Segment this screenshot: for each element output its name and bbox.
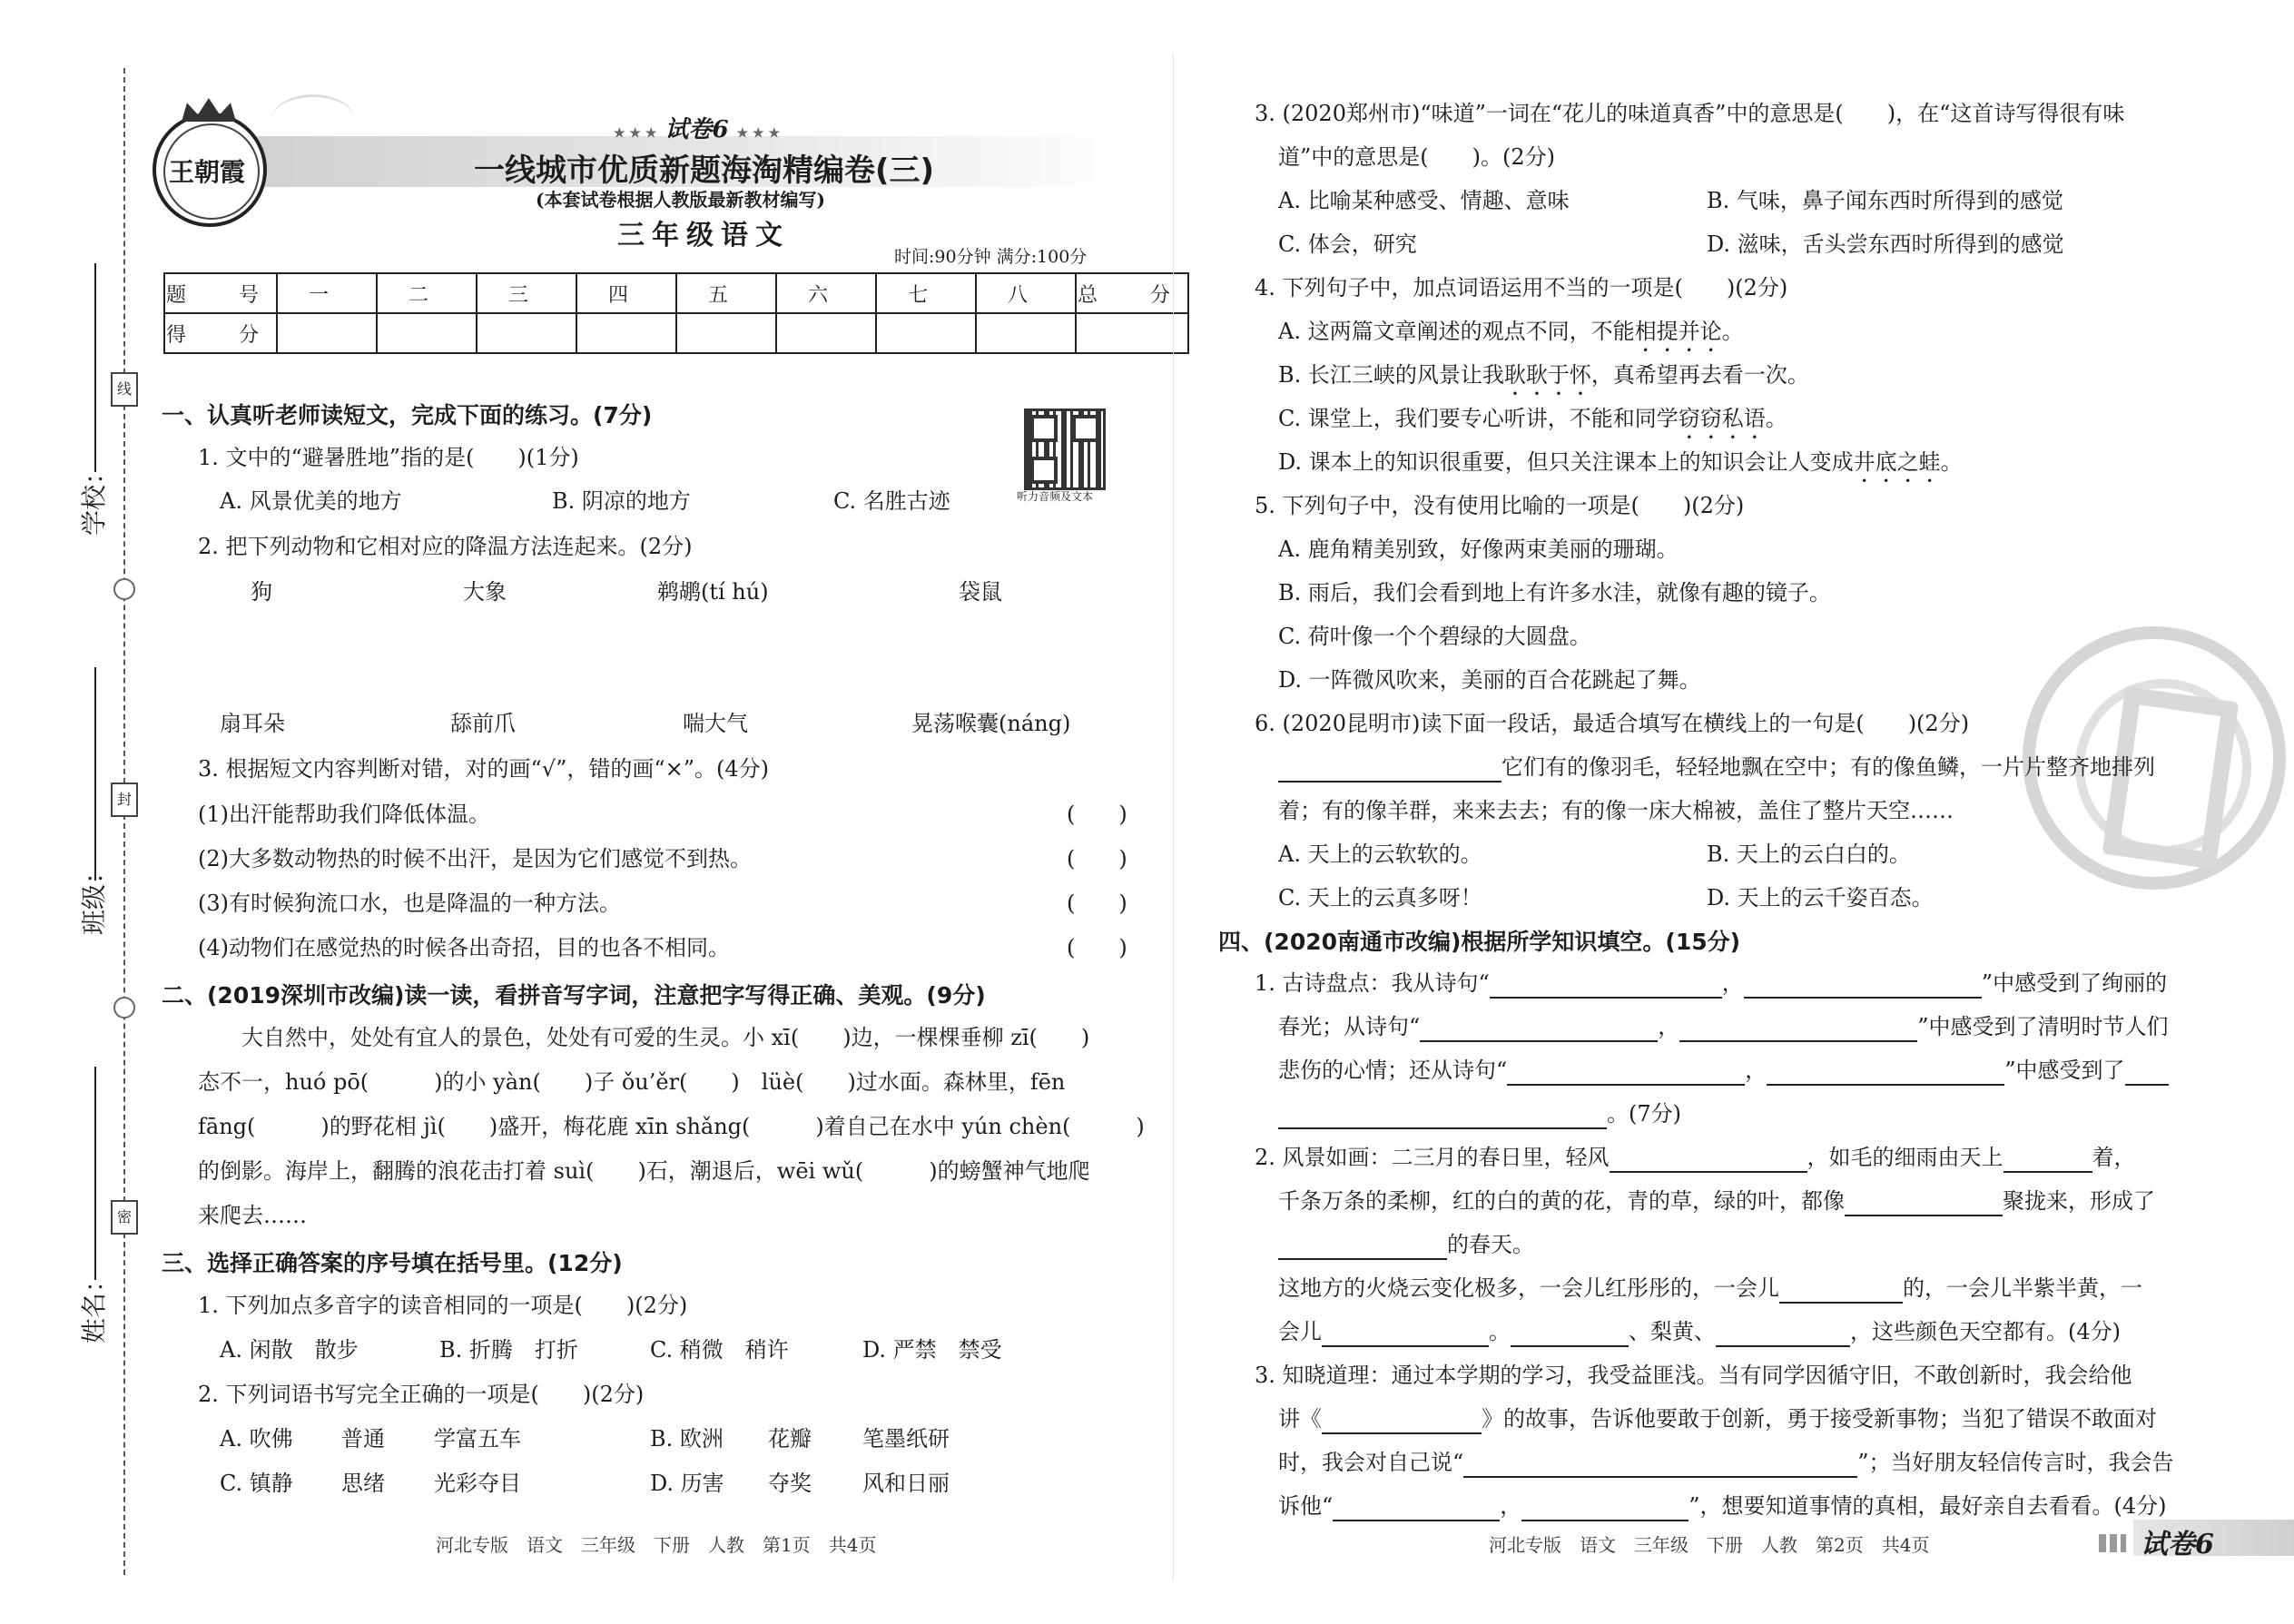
poem-blank[interactable] xyxy=(1490,973,1722,999)
score-cell: 题 号 xyxy=(164,273,277,313)
binding-mark-secret: 密 xyxy=(111,1200,138,1235)
binding-mark-seal: 封 xyxy=(111,782,138,817)
s4-p3-line1: 3. 知晓道理：通过本学期的学习，我受益匪浅。当有同学因循守旧，不敢创新时，我会给他 xyxy=(1255,1363,2132,1388)
s4-p2-line2: 千条万条的柔柳，红的白的黄的花，青的草，绿的叶，都像 聚拢来，形成了 xyxy=(1278,1186,2155,1216)
animal-elephant[interactable]: 大象 xyxy=(463,579,507,605)
qr-code[interactable] xyxy=(1024,408,1106,490)
s3-q3-cont: 道”中的意思是( )。(2分) xyxy=(1278,144,1555,170)
section4-heading: 四、(2020南通市改编)根据所学知识填空。(15分) xyxy=(1218,929,1741,955)
s3-q6-passage-line1: 它们有的像羽毛，轻轻地飘在空中；有的像鱼鳞，一片片整齐地排列 xyxy=(1278,752,2155,782)
logo-crown-icon xyxy=(182,98,236,122)
fill-blank[interactable] xyxy=(1779,1278,1903,1304)
name-label: 姓名： xyxy=(79,1266,109,1343)
s4-p1-line2: 春光；从诗句“ ， ”中感受到了清明时节人们 xyxy=(1278,1011,2169,1042)
s3-q3-option-c[interactable]: C. 体会，研究 xyxy=(1278,231,1417,257)
s3-q6-blank[interactable] xyxy=(1278,757,1501,782)
judge-answer[interactable]: ( ) xyxy=(1067,846,1127,871)
s4-p2-line3: 的春天。 xyxy=(1278,1229,1534,1260)
judge-item: (4)动物们在感觉热的时候各出奇招，目的也各不相同。 xyxy=(198,935,730,960)
s3-q3-option-d[interactable]: D. 滋味，舌头尝东西时所得到的感觉 xyxy=(1707,231,2064,257)
method-throat-pouch[interactable]: 晃荡喉囊(náng) xyxy=(911,711,1071,736)
time-score-info: 时间:90分钟 满分:100分 xyxy=(894,247,1088,267)
judge-answer[interactable]: ( ) xyxy=(1067,802,1127,827)
fill-blank[interactable] xyxy=(1845,1191,2003,1216)
s1-q1-option-c[interactable]: C. 名胜古迹 xyxy=(833,488,950,514)
section3-heading: 三、选择正确答案的序号填在括号里。(12分) xyxy=(162,1250,623,1276)
score-input-cell[interactable] xyxy=(976,313,1076,353)
s1-q1-option-b[interactable]: B. 阴凉的地方 xyxy=(552,488,691,514)
s3-q6-passage-line2: 着；有的像羊群，来来去去；有的像一床大棉被，盖住了整片天空…… xyxy=(1278,798,1954,823)
s4-p2-line5: 会儿 。 、梨黄、 ，这些颜色天空都有。(4分) xyxy=(1278,1316,2121,1347)
qr-caption: 听力音频及文本 xyxy=(1017,490,1094,503)
s3-q2-c-word3: 光彩夺目 xyxy=(434,1471,521,1496)
poem-blank[interactable] xyxy=(1679,1017,1917,1042)
s3-q3: 3. (2020郑州市)“味道”一词在“花儿的味道真香”中的意思是( )，在“这首诗写得很有味 xyxy=(1255,101,2125,126)
exam-number: 试卷6 xyxy=(665,116,729,143)
s3-q5-option-d[interactable]: D. 一阵微风吹来，美丽的百合花跳起了舞。 xyxy=(1278,667,1701,693)
s3-q5-option-b[interactable]: B. 雨后，我们会看到地上有许多水洼，就像有趣的镜子。 xyxy=(1278,580,1831,605)
judge-answer[interactable]: ( ) xyxy=(1067,935,1127,960)
score-input-cell[interactable] xyxy=(676,313,776,353)
s3-q5: 5. 下列句子中，没有使用比喻的一项是( )(2分) xyxy=(1255,493,1745,518)
s4-p2-line4: 这地方的火烧云变化极多，一会儿红彤彤的，一会儿 的，一会儿半紫半黄，一 xyxy=(1278,1273,2142,1304)
fill-blank[interactable] xyxy=(1716,1322,1850,1347)
score-cell: 六 xyxy=(776,273,876,313)
poem-blank[interactable] xyxy=(1507,1060,1745,1086)
score-cell: 得 分 xyxy=(164,313,277,353)
animal-kangaroo[interactable]: 袋鼠 xyxy=(959,579,1002,605)
s2-passage-line: 大自然中，处处有宜人的景色，处处有可爱的生灵。小 xī( )边，一棵棵垂柳 zī( ) xyxy=(198,1025,1090,1050)
judge-item: (1)出汗能帮助我们降低体温。 xyxy=(198,802,490,827)
footer-right: 河北专版 语文 三年级 下册 人教 第2页 共4页 xyxy=(1489,1534,1930,1556)
method-lick-paws[interactable]: 舔前爪 xyxy=(450,711,516,736)
s3-q4-option-c[interactable]: C. 课堂上，我们要专心听讲，不能和同学窃窃私语。 xyxy=(1278,406,1787,431)
animal-dog[interactable]: 狗 xyxy=(251,579,272,605)
class-label: 班级： xyxy=(79,858,109,935)
fill-blank[interactable] xyxy=(1463,1452,1857,1478)
section2-heading: 二、(2019深圳市改编)读一读，看拼音写字词，注意把字写得正确、美观。(9分) xyxy=(162,982,986,1009)
score-table xyxy=(163,272,1189,354)
s2-passage-line: 来爬去…… xyxy=(198,1203,307,1228)
score-input-cell[interactable] xyxy=(477,313,576,353)
header-ribbon xyxy=(272,94,354,143)
footer-tag-decoration xyxy=(2099,1534,2126,1552)
s3-q2-c-word1[interactable]: C. 镇静 xyxy=(220,1471,293,1496)
footer-tag: 试卷6 xyxy=(2133,1520,2294,1556)
s3-q6-option-d[interactable]: D. 天上的云千姿百态。 xyxy=(1707,885,1934,910)
s1-q2: 2. 把下列动物和它相对应的降温方法连起来。(2分) xyxy=(198,534,693,559)
s3-q1-option-d[interactable]: D. 严禁 禁受 xyxy=(862,1337,1002,1363)
s4-p1-line4: 。(7分) xyxy=(1278,1098,1681,1129)
s3-q4-option-a[interactable]: A. 这两篇文章阐述的观点不同，不能相提并论。 xyxy=(1278,319,1744,344)
poem-blank[interactable] xyxy=(1744,973,1982,999)
s3-q2-d-word2: 夺奖 xyxy=(768,1471,812,1496)
fill-blank[interactable] xyxy=(1333,1496,1500,1521)
score-cell: 二 xyxy=(377,273,477,313)
s3-q2-b-word3: 笔墨纸研 xyxy=(862,1426,950,1452)
poem-blank[interactable] xyxy=(1278,1104,1607,1129)
score-cell: 一 xyxy=(277,273,377,313)
s3-q5-option-a[interactable]: A. 鹿角精美别致，好像两束美丽的珊瑚。 xyxy=(1278,536,1679,562)
score-cell: 四 xyxy=(576,273,676,313)
school-label: 学校： xyxy=(79,458,109,536)
score-input-cell[interactable] xyxy=(776,313,876,353)
score-cell: 七 xyxy=(876,273,976,313)
s3-q2-a-word1[interactable]: A. 吹佛 xyxy=(220,1426,293,1452)
s2-passage-line: 的倒影。海岸上，翻腾的浪花击打着 suì( )石，潮退后，wēi wǔ( )的螃蟹神气地爬 xyxy=(198,1158,1090,1184)
paper-grade-subject: 三年级语文 xyxy=(617,220,790,251)
stars-left: ★ ★ ★ xyxy=(614,126,657,141)
binding-ring-1 xyxy=(113,578,135,600)
s2-passage-line: 态不一，huó pō( )的小 yàn( )子 ǒu’ěr( ) lüè( )过水面。森林里，fēn xyxy=(198,1069,1066,1095)
s3-q3-option-b[interactable]: B. 气味，鼻子闻东西时所得到的感觉 xyxy=(1707,188,2063,213)
s3-q2-b-word1[interactable]: B. 欧洲 xyxy=(650,1426,724,1452)
s3-q4-option-d[interactable]: D. 课本上的知识很重要，但只关注课本上的知识会让人变成井底之蛙。 xyxy=(1278,449,1963,475)
poem-blank[interactable] xyxy=(1420,1017,1658,1042)
s4-p1-line1: 1. 古诗盘点：我从诗句“ ， ”中感受到了绚丽的 xyxy=(1255,968,2167,999)
s3-q5-option-c[interactable]: C. 荷叶像一个个碧绿的大圆盘。 xyxy=(1278,624,1591,649)
page-fold xyxy=(1173,54,1174,1580)
s3-q2-a-word2: 普通 xyxy=(341,1426,385,1452)
binding-line xyxy=(123,68,125,1575)
s3-q2-b-word2: 花瓣 xyxy=(768,1426,812,1452)
poem-blank[interactable] xyxy=(1767,1060,2004,1086)
fill-blank[interactable] xyxy=(1610,1147,1807,1173)
method-fan-ears[interactable]: 扇耳朵 xyxy=(220,711,285,736)
poem-blank[interactable] xyxy=(2125,1060,2169,1086)
s4-p1-line3: 悲伤的心情；还从诗句“ ， ”中感受到了 xyxy=(1278,1055,2169,1086)
brand-logo xyxy=(153,113,267,227)
footer-left: 河北专版 语文 三年级 下册 人教 第1页 共4页 xyxy=(436,1534,877,1556)
fill-blank[interactable] xyxy=(1511,1322,1629,1347)
score-input-cell[interactable] xyxy=(876,313,976,353)
s3-q6-option-c[interactable]: C. 天上的云真多呀！ xyxy=(1278,885,1482,910)
class-field-line xyxy=(94,667,96,881)
s4-p3-line2: 讲《 》的故事，告诉他要敢于创新，勇于接受新事物；当犯了错误不敢面对 xyxy=(1278,1403,2157,1434)
s2-passage-line: fāng( )的野花相 jì( )盛开，梅花鹿 xīn shǎng( )着自己在水中 yún chèn( ) xyxy=(198,1114,1145,1139)
s3-q4-option-b[interactable]: B. 长江三峡的风景让我耿耿于怀，真希望再去看一次。 xyxy=(1278,362,1809,388)
s3-q2-d-word3: 风和日丽 xyxy=(862,1471,950,1496)
fill-blank[interactable] xyxy=(1322,1409,1482,1434)
score-input-cell[interactable] xyxy=(377,313,477,353)
section1-heading: 一、认真听老师读短文，完成下面的练习。(7分) xyxy=(162,402,653,428)
score-input-cell[interactable] xyxy=(277,313,377,353)
judge-item: (3)有时候狗流口水，也是降温的一种方法。 xyxy=(198,891,621,916)
s4-p3-line3: 时，我会对自己说“ ”；当好朋友轻信传言时，我会告 xyxy=(1278,1447,2174,1478)
s1-q1: 1. 文中的“避暑胜地”指的是( )(1分) xyxy=(198,445,579,470)
s3-q1-option-c[interactable]: C. 稍微 稍许 xyxy=(650,1337,789,1363)
fill-blank[interactable] xyxy=(2004,1147,2092,1173)
fill-blank[interactable] xyxy=(1278,1235,1447,1260)
s3-q1-option-b[interactable]: B. 折腾 打折 xyxy=(439,1337,578,1363)
s3-q4: 4. 下列句子中，加点词语运用不当的一项是( )(2分) xyxy=(1255,275,1788,300)
s4-p2-line1: 2. 风景如画：二三月的春日里，轻风 ，如毛的细雨由天上 着， xyxy=(1255,1142,2136,1173)
s3-q6-option-a[interactable]: A. 天上的云软软的。 xyxy=(1278,842,1482,867)
binding-ring-2 xyxy=(113,997,135,1019)
score-input-cell[interactable] xyxy=(576,313,676,353)
s3-q2-c-word2: 思绪 xyxy=(341,1471,385,1496)
s3-q1: 1. 下列加点多音字的读音相同的一项是( )(2分) xyxy=(198,1293,688,1318)
score-table-score-row xyxy=(164,313,1188,353)
score-cell: 三 xyxy=(477,273,576,313)
brand-logo-text: 王朝霞 xyxy=(169,157,246,187)
paper-title: 一线城市优质新题海淘精编卷(三) xyxy=(474,153,935,189)
score-input-cell[interactable] xyxy=(1076,313,1188,353)
s4-p3-line4: 诉他“ ， ”，想要知道事情的真相，最好亲自去看看。(4分) xyxy=(1278,1491,2167,1521)
judge-item: (2)大多数动物热的时候不出汗，是因为它们感觉不到热。 xyxy=(198,846,752,871)
s1-q3: 3. 根据短文内容判断对错，对的画“√”，错的画“×”。(4分) xyxy=(198,756,770,782)
score-cell: 五 xyxy=(676,273,776,313)
fill-blank[interactable] xyxy=(1322,1322,1489,1347)
name-field-line xyxy=(94,1067,96,1280)
s3-q2-a-word3: 学富五车 xyxy=(434,1426,521,1452)
animal-pelican[interactable]: 鹈鹕(tí hú) xyxy=(657,579,769,605)
score-cell: 总 分 xyxy=(1076,273,1188,313)
exam-number-line xyxy=(614,111,780,144)
binding-mark-line: 线 xyxy=(111,372,138,407)
s1-q1-option-a[interactable]: A. 风景优美的地方 xyxy=(220,488,402,514)
fill-blank[interactable] xyxy=(1521,1496,1689,1521)
s3-q6-option-b[interactable]: B. 天上的云白白的。 xyxy=(1707,842,1911,867)
stars-right: ★ ★ ★ xyxy=(736,126,781,141)
s3-q6: 6. (2020昆明市)读下面一段话，最适合填写在横线上的一句是( )(2分) xyxy=(1255,711,1970,736)
judge-answer[interactable]: ( ) xyxy=(1067,891,1127,916)
method-pant[interactable]: 喘大气 xyxy=(683,711,748,736)
school-field-line xyxy=(94,263,96,472)
s3-q1-option-a[interactable]: A. 闲散 散步 xyxy=(220,1337,359,1363)
score-cell: 八 xyxy=(976,273,1076,313)
s3-q3-option-a[interactable]: A. 比喻某种感受、情趣、意味 xyxy=(1278,188,1570,213)
paper-subtitle: (本套试卷根据人教版最新教材编写) xyxy=(536,189,825,211)
s3-q2: 2. 下列词语书写完全正确的一项是( )(2分) xyxy=(198,1382,645,1407)
s3-q2-d-word1[interactable]: D. 历害 xyxy=(650,1471,724,1496)
score-table-header-row xyxy=(164,273,1188,313)
